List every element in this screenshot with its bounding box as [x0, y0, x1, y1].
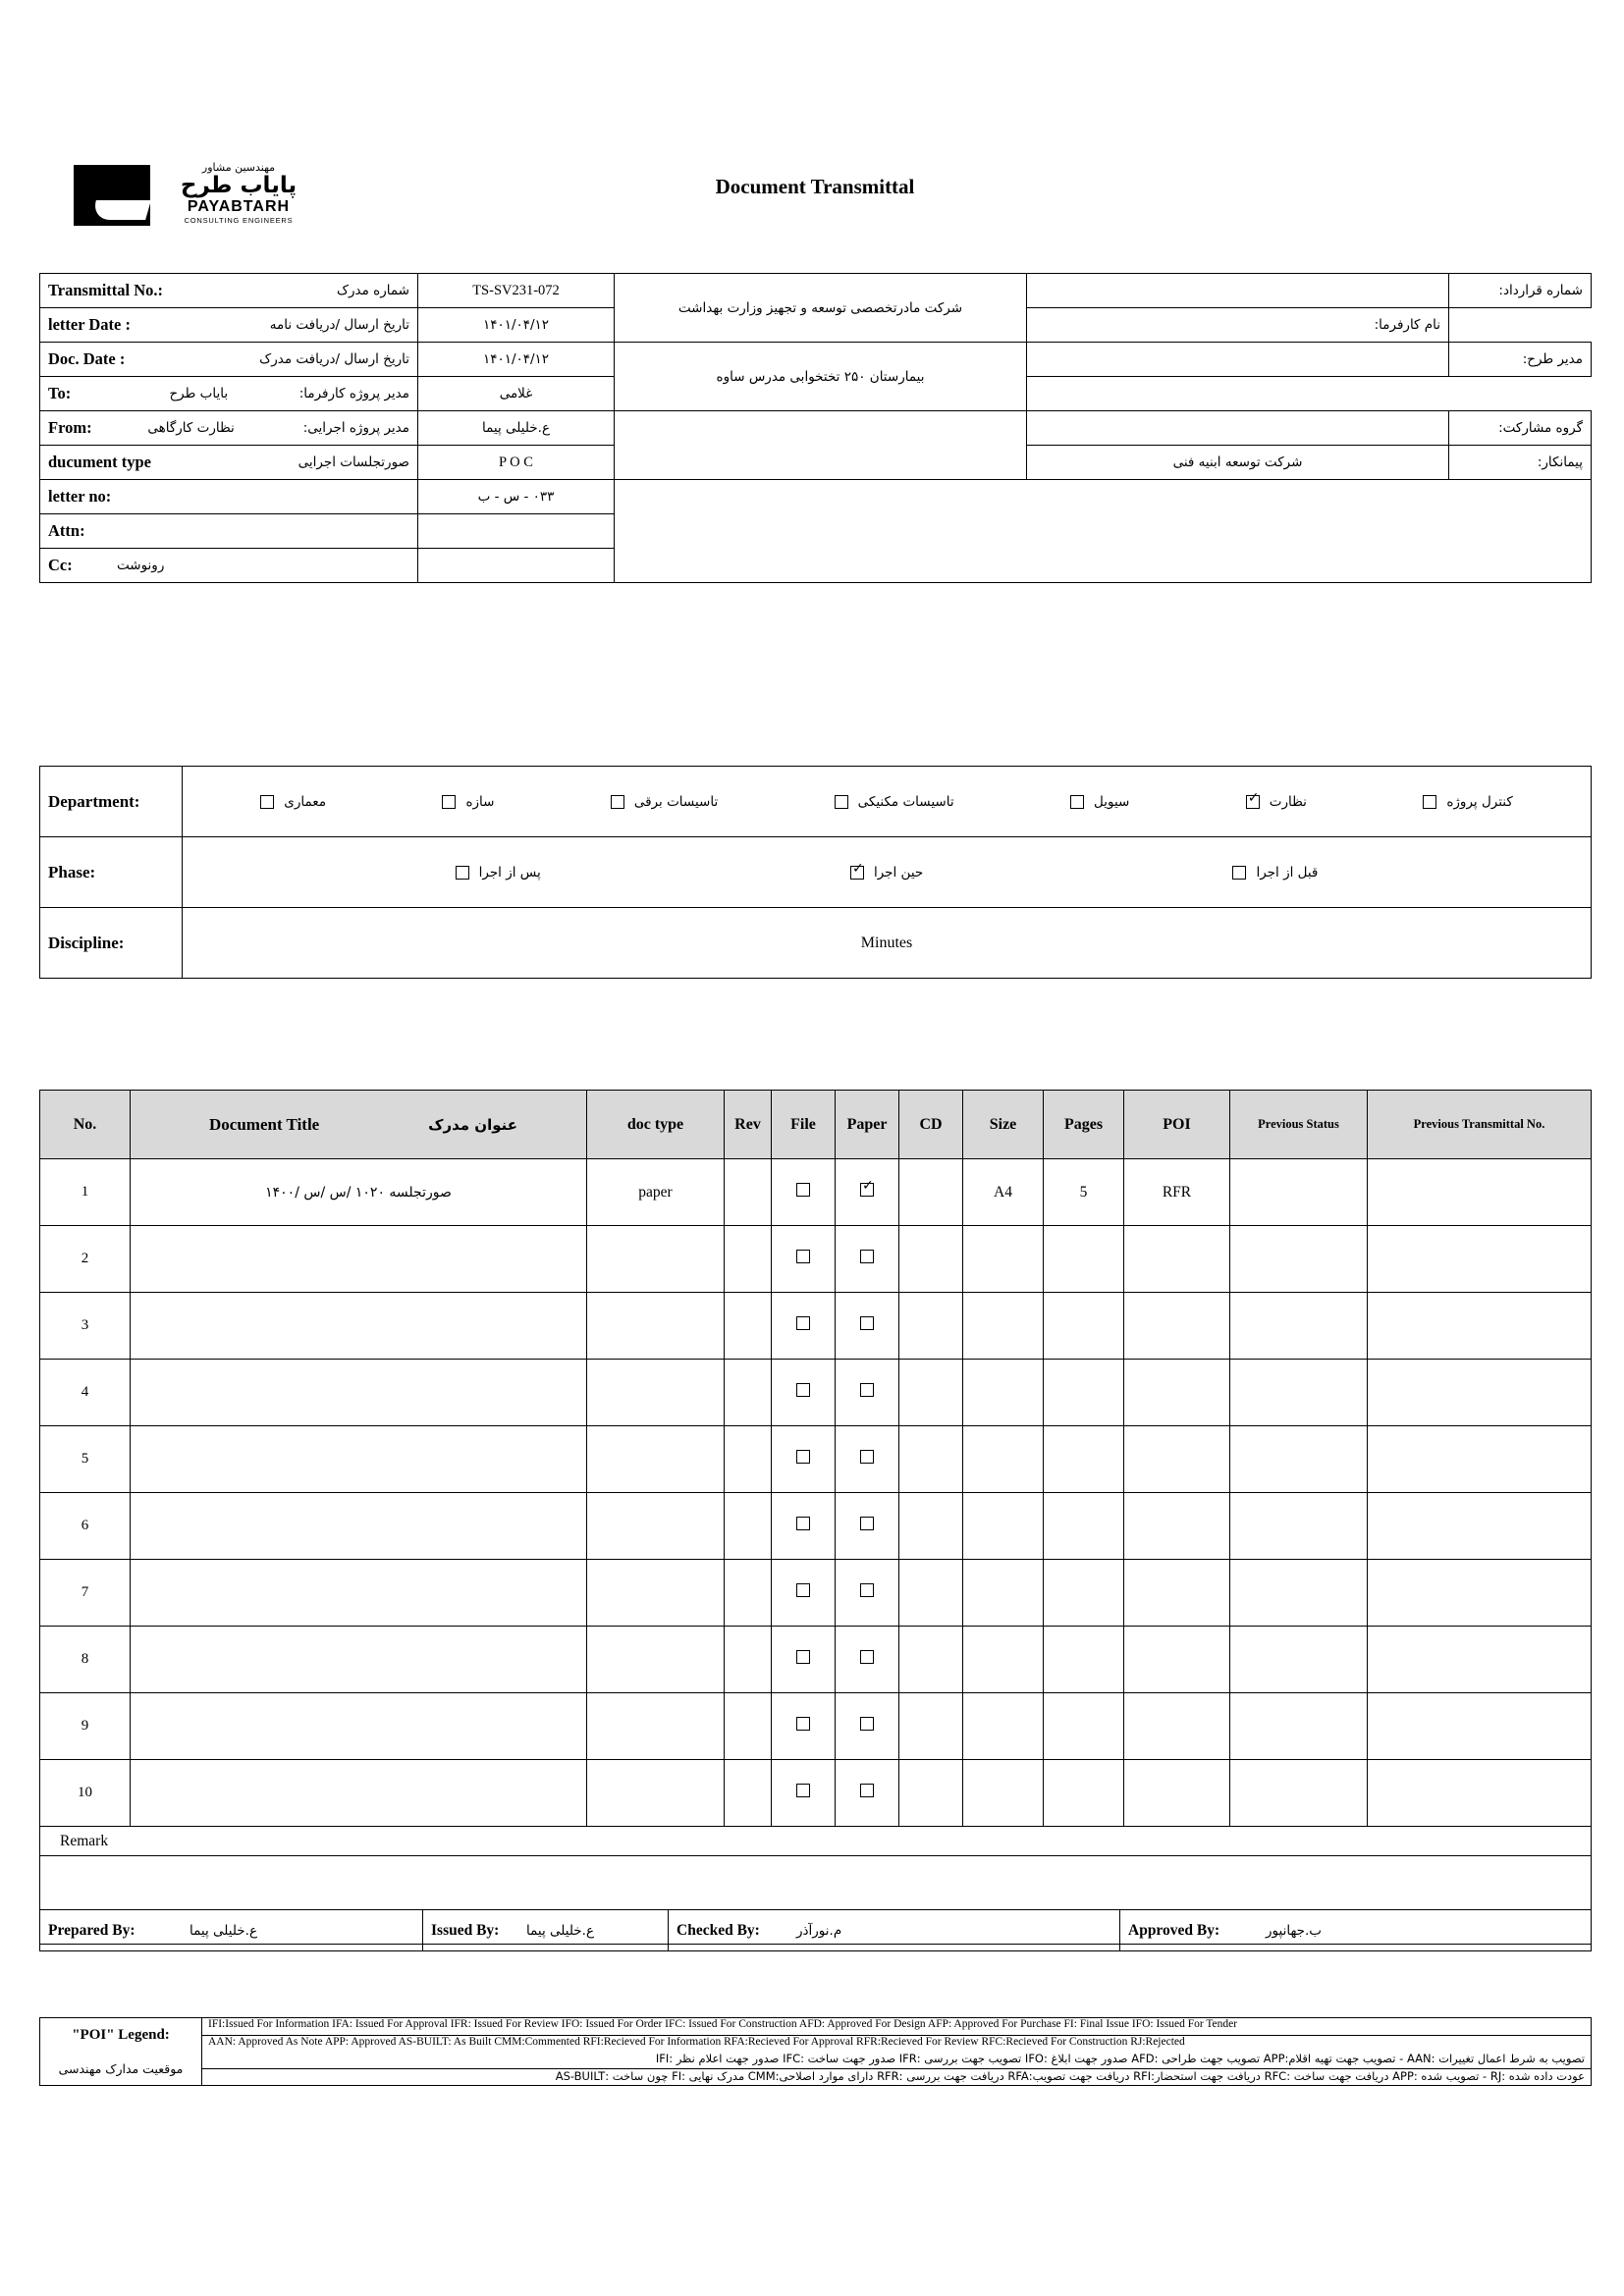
logo-line-3: PAYABTARH — [187, 198, 291, 215]
row-5-file[interactable] — [772, 1426, 836, 1493]
department-option-project-control[interactable] — [1423, 794, 1512, 810]
col-document-title-fa: عنوان مدرک — [428, 1115, 517, 1134]
department-option-supervision[interactable] — [1246, 794, 1307, 810]
document-type-label-cell — [40, 446, 418, 480]
row-1-cd[interactable] — [899, 1159, 963, 1226]
phase-option-during-label: حین اجرا — [873, 864, 924, 881]
row-1-previous-status[interactable] — [1230, 1159, 1368, 1226]
row-8-previous-transmittal-no[interactable] — [1368, 1627, 1592, 1693]
row-4-previous-status[interactable] — [1230, 1360, 1368, 1426]
department-option-civil-label: سیویل — [1094, 793, 1130, 810]
transmittal-no-label-en: Transmittal No.: — [48, 281, 164, 299]
row-7-cd[interactable] — [899, 1560, 963, 1627]
cc-value[interactable] — [418, 549, 615, 583]
row-9-cd[interactable] — [899, 1693, 963, 1760]
joint-venture-label: گروه مشارکت: — [1449, 411, 1592, 446]
cc-label-en: Cc: — [48, 556, 73, 574]
table-row[interactable] — [40, 1560, 1592, 1627]
transmittal-info-table — [39, 273, 1592, 583]
phase-option-during-checkbox[interactable] — [850, 866, 864, 880]
row-7-previous-status[interactable] — [1230, 1560, 1368, 1627]
row-9-rev[interactable] — [725, 1693, 772, 1760]
row-7-pages[interactable] — [1044, 1560, 1124, 1627]
row-6-pages[interactable] — [1044, 1493, 1124, 1560]
row-8-cd[interactable] — [899, 1627, 963, 1693]
row-10-file-checkbox[interactable] — [796, 1784, 810, 1797]
discipline-value[interactable]: Minutes — [183, 908, 1592, 979]
project-manager-value[interactable] — [1027, 343, 1449, 377]
legend-en-cell — [202, 2018, 1592, 2053]
department-option-supervision-checkbox[interactable] — [1246, 795, 1260, 809]
row-10-size[interactable] — [963, 1760, 1044, 1827]
department-option-sazeh-label: سازه — [465, 793, 495, 810]
phase-options-cell — [183, 837, 1592, 908]
contract-no-label: شماره قرارداد: — [1449, 274, 1592, 308]
approved-by-cell[interactable] — [1120, 1910, 1592, 1951]
documents-table — [39, 1090, 1592, 1945]
row-1-pages[interactable]: 5 — [1044, 1159, 1124, 1226]
row-3-cd[interactable] — [899, 1293, 963, 1360]
row-7-doc-type[interactable] — [587, 1560, 725, 1627]
info-row-from — [40, 411, 1592, 446]
row-9-previous-transmittal-no[interactable] — [1368, 1693, 1592, 1760]
row-2-previous-transmittal-no[interactable] — [1368, 1226, 1592, 1293]
department-option-memari-checkbox[interactable] — [260, 795, 274, 809]
row-9-doc-type[interactable] — [587, 1693, 725, 1760]
discipline-row — [40, 908, 1592, 979]
page-header — [39, 147, 1591, 245]
department-label: Department: — [40, 767, 183, 837]
row-9-file[interactable] — [772, 1693, 836, 1760]
info-row-transmittal-no — [40, 274, 1592, 308]
row-5-doc-type[interactable] — [587, 1426, 725, 1493]
row-5-pages[interactable] — [1044, 1426, 1124, 1493]
logo-line-2: پایاب طرح — [180, 173, 298, 198]
row-9-file-checkbox[interactable] — [796, 1717, 810, 1731]
row-5-rev[interactable] — [725, 1426, 772, 1493]
row-8-previous-status[interactable] — [1230, 1627, 1368, 1693]
row-1-file[interactable] — [772, 1159, 836, 1226]
row-10-title[interactable] — [131, 1760, 587, 1827]
signature-table — [39, 1909, 1592, 1951]
signature-row — [40, 1910, 1592, 1951]
info-row-letter-no — [40, 480, 1592, 514]
phase-option-before-checkbox[interactable] — [1232, 866, 1246, 880]
department-phase-table — [39, 766, 1592, 979]
col-pages: Pages — [1044, 1091, 1124, 1159]
row-2-poi[interactable] — [1124, 1226, 1230, 1293]
department-option-mechanical-checkbox[interactable] — [835, 795, 848, 809]
row-4-title[interactable] — [131, 1360, 587, 1426]
legend-title-fa: موقعیت مدارک مهندسی — [40, 2052, 202, 2086]
row-5-previous-transmittal-no[interactable] — [1368, 1426, 1592, 1493]
row-8-size[interactable] — [963, 1627, 1044, 1693]
row-5-no: 5 — [40, 1426, 131, 1493]
department-options-cell — [183, 767, 1592, 837]
row-3-paper-checkbox[interactable] — [860, 1316, 874, 1330]
row-1-doc-type[interactable]: paper — [587, 1159, 725, 1226]
table-row[interactable] — [40, 1627, 1592, 1693]
col-document-title-en: Document Title — [209, 1114, 320, 1134]
col-previous-transmittal-no-label: Previous Transmittal No. — [1413, 1117, 1545, 1132]
department-option-project-control-label: کنترل پروژه — [1446, 793, 1513, 810]
row-4-previous-transmittal-no[interactable] — [1368, 1360, 1592, 1426]
joint-venture-value[interactable] — [1027, 411, 1449, 446]
row-5-poi[interactable] — [1124, 1426, 1230, 1493]
row-5-title[interactable] — [131, 1426, 587, 1493]
row-1-title[interactable]: صورتجلسه ۱۰۲۰ /س /س /۱۴۰۰ — [131, 1159, 587, 1226]
contractor-value: شرکت توسعه ابنیه فنی — [1027, 446, 1449, 480]
col-doc-type: doc type — [587, 1091, 725, 1159]
letter-date-label-fa: تاریخ ارسال /دریافت نامه — [269, 317, 409, 333]
row-4-poi[interactable] — [1124, 1360, 1230, 1426]
phase-option-after-label: پس از اجرا — [478, 864, 541, 881]
department-option-mechanical-label: تاسیسات مکنیکی — [857, 793, 954, 810]
row-6-poi[interactable] — [1124, 1493, 1230, 1560]
col-previous-status-label: Previous Status — [1258, 1117, 1339, 1132]
row-7-size[interactable] — [963, 1560, 1044, 1627]
col-rev: Rev — [725, 1091, 772, 1159]
row-3-poi[interactable] — [1124, 1293, 1230, 1360]
letter-date-label-en: letter Date : — [48, 315, 131, 334]
col-previous-status — [1230, 1091, 1368, 1159]
department-option-sazeh[interactable] — [442, 794, 494, 810]
row-1-no: 1 — [40, 1159, 131, 1226]
row-6-paper-checkbox[interactable] — [860, 1517, 874, 1530]
letter-no-value[interactable]: ۰۳۳ - س - ب — [418, 480, 615, 514]
page-title: Document Transmittal — [715, 175, 915, 198]
col-poi: POI — [1124, 1091, 1230, 1159]
table-row[interactable] — [40, 1159, 1592, 1226]
contract-no-value[interactable] — [1027, 274, 1449, 308]
row-1-file-checkbox[interactable] — [796, 1183, 810, 1197]
row-6-title[interactable] — [131, 1493, 587, 1560]
phase-checkbox-row — [183, 837, 1591, 907]
row-10-pages[interactable] — [1044, 1760, 1124, 1827]
documents-header-row — [40, 1091, 1592, 1159]
department-option-project-control-checkbox[interactable] — [1423, 795, 1436, 809]
row-7-poi[interactable] — [1124, 1560, 1230, 1627]
row-10-previous-status[interactable] — [1230, 1760, 1368, 1827]
letter-date-label-cell — [40, 308, 418, 343]
phase-option-during[interactable] — [850, 865, 923, 881]
row-1-previous-transmittal-no[interactable] — [1368, 1159, 1592, 1226]
row-5-paper-checkbox[interactable] — [860, 1450, 874, 1464]
row-7-paper-checkbox[interactable] — [860, 1583, 874, 1597]
phase-label: Phase: — [40, 837, 183, 908]
row-8-no: 8 — [40, 1627, 131, 1693]
table-row[interactable] — [40, 1293, 1592, 1360]
row-3-file[interactable] — [772, 1293, 836, 1360]
row-4-size[interactable] — [963, 1360, 1044, 1426]
checked-by-cell[interactable] — [669, 1910, 1120, 1951]
row-3-size[interactable] — [963, 1293, 1044, 1360]
phase-option-before[interactable] — [1232, 865, 1318, 881]
row-2-no: 2 — [40, 1226, 131, 1293]
row-2-title[interactable] — [131, 1226, 587, 1293]
row-8-doc-type[interactable] — [587, 1627, 725, 1693]
row-5-size[interactable] — [963, 1426, 1044, 1493]
issued-by-label: Issued By: — [431, 1921, 500, 1939]
doc-date-value[interactable]: ۱۴۰۱/۰۴/۱۲ — [418, 343, 615, 377]
row-6-rev[interactable] — [725, 1493, 772, 1560]
poi-legend-table — [39, 2017, 1592, 2086]
row-6-cd[interactable] — [899, 1493, 963, 1560]
row-9-poi[interactable] — [1124, 1693, 1230, 1760]
row-4-file-checkbox[interactable] — [796, 1383, 810, 1397]
letter-no-label: letter no: — [40, 480, 418, 514]
row-6-size[interactable] — [963, 1493, 1044, 1560]
transmittal-no-value[interactable]: TS-SV231-072 — [418, 274, 615, 308]
department-option-memari[interactable] — [260, 794, 326, 810]
document-type-code[interactable]: P O C — [418, 446, 615, 480]
row-4-no: 4 — [40, 1360, 131, 1426]
row-2-pages[interactable] — [1044, 1226, 1124, 1293]
row-8-file[interactable] — [772, 1627, 836, 1693]
row-3-previous-status[interactable] — [1230, 1293, 1368, 1360]
row-6-paper[interactable] — [836, 1493, 899, 1560]
row-10-rev[interactable] — [725, 1760, 772, 1827]
legend-row-en — [40, 2018, 1592, 2053]
row-7-file-checkbox[interactable] — [796, 1583, 810, 1597]
issued-by-cell[interactable] — [423, 1910, 669, 1951]
row-3-previous-transmittal-no[interactable] — [1368, 1293, 1592, 1360]
phase-option-before-label: قبل از اجرا — [1256, 864, 1319, 881]
row-4-paper-checkbox[interactable] — [860, 1383, 874, 1397]
phase-row — [40, 837, 1592, 908]
attn-value[interactable] — [418, 514, 615, 549]
row-3-pages[interactable] — [1044, 1293, 1124, 1360]
from-role-label-fa: مدیر پروژه اجرایی: — [302, 420, 409, 436]
project-owner-value-cell: شرکت مادرتخصصی توسعه و تجهیز وزارت بهداشت — [615, 274, 1027, 343]
row-10-previous-transmittal-no[interactable] — [1368, 1760, 1592, 1827]
row-3-paper[interactable] — [836, 1293, 899, 1360]
row-8-rev[interactable] — [725, 1627, 772, 1693]
col-cd: CD — [899, 1091, 963, 1159]
legend-row-fa — [40, 2052, 1592, 2086]
discipline-label: Discipline: — [40, 908, 183, 979]
row-9-pages[interactable] — [1044, 1693, 1124, 1760]
row-5-paper[interactable] — [836, 1426, 899, 1493]
row-9-paper[interactable] — [836, 1693, 899, 1760]
legend-title-en: "POI" Legend: — [40, 2018, 202, 2053]
row-1-paper[interactable] — [836, 1159, 899, 1226]
row-10-cd[interactable] — [899, 1760, 963, 1827]
row-10-paper-checkbox[interactable] — [860, 1784, 874, 1797]
row-10-no: 10 — [40, 1760, 131, 1827]
row-4-pages[interactable] — [1044, 1360, 1124, 1426]
legend-line-fa-1: تصویب به شرط اعمال تغییرات :AAN - تصویب جهت تهیه اقلام:APP تصویب جهت طراحی :AFD صدور جهت ابلاغ :IFO تصویب جهت بررسی :IFR صدور جهت ساخت :IFC صدور جهت اعلام نظر :IFI — [655, 2052, 1585, 2065]
to-person-value[interactable]: غلامی — [418, 377, 615, 411]
doc-date-label-fa: تاریخ ارسال /دریافت مدرک — [259, 351, 409, 367]
department-option-sazeh-checkbox[interactable] — [442, 795, 456, 809]
col-size: Size — [963, 1091, 1044, 1159]
row-2-paper[interactable] — [836, 1226, 899, 1293]
table-row[interactable] — [40, 1360, 1592, 1426]
row-5-file-checkbox[interactable] — [796, 1450, 810, 1464]
row-3-title[interactable] — [131, 1293, 587, 1360]
row-5-previous-status[interactable] — [1230, 1426, 1368, 1493]
legend-line-fa-2: عودت داده شده :RJ - تصویب شده :APP دریافت جهت ساخت :RFC دریافت جهت استحضار:RFI دریافت جهت تصویب:RFA دریافت جهت بررسی :RFR دارای موارد اصلاحی:CMM مدرک نهایی :FI چون ساخت :AS-BUILT — [202, 2068, 1591, 2085]
department-option-supervision-label: نظارت — [1269, 793, 1307, 810]
row-7-no: 7 — [40, 1560, 131, 1627]
row-4-cd[interactable] — [899, 1360, 963, 1426]
department-checkbox-row — [183, 767, 1591, 836]
row-4-doc-type[interactable] — [587, 1360, 725, 1426]
col-no: No. — [40, 1091, 131, 1159]
row-4-rev[interactable] — [725, 1360, 772, 1426]
row-10-paper[interactable] — [836, 1760, 899, 1827]
letter-date-value[interactable]: ۱۴۰۱/۰۴/۱۲ — [418, 308, 615, 343]
col-paper: Paper — [836, 1091, 899, 1159]
employer-name-label: نام کارفرما: — [1027, 308, 1449, 343]
row-9-previous-status[interactable] — [1230, 1693, 1368, 1760]
from-label-en: From: — [48, 418, 92, 437]
document-type-label-en: ducument type — [48, 453, 151, 471]
approved-by-value[interactable]: ب.جهانپور — [1266, 1922, 1323, 1939]
cc-label-fa: رونوشت — [117, 558, 165, 573]
transmittal-no-label-cell — [40, 274, 418, 308]
contractor-label: پیمانکار: — [1449, 446, 1592, 480]
row-3-doc-type[interactable] — [587, 1293, 725, 1360]
row-9-no: 9 — [40, 1693, 131, 1760]
row-2-file[interactable] — [772, 1226, 836, 1293]
row-7-file[interactable] — [772, 1560, 836, 1627]
row-5-cd[interactable] — [899, 1426, 963, 1493]
from-label-cell — [40, 411, 418, 446]
logo-line-1: مهندسین مشاور — [201, 161, 276, 174]
prepared-by-label: Prepared By: — [48, 1921, 135, 1939]
row-3-file-checkbox[interactable] — [796, 1316, 810, 1330]
row-9-title[interactable] — [131, 1693, 587, 1760]
row-6-previous-status[interactable] — [1230, 1493, 1368, 1560]
table-row[interactable] — [40, 1760, 1592, 1827]
row-2-previous-status[interactable] — [1230, 1226, 1368, 1293]
table-row[interactable] — [40, 1426, 1592, 1493]
row-8-title[interactable] — [131, 1627, 587, 1693]
row-1-rev[interactable] — [725, 1159, 772, 1226]
project-name-value: بیمارستان ۲۵۰ تختخوابی مدرس ساوه — [615, 343, 1027, 411]
row-9-paper-checkbox[interactable] — [860, 1717, 874, 1731]
from-org-fa: نظارت کارگاهی — [147, 420, 235, 436]
row-7-rev[interactable] — [725, 1560, 772, 1627]
document-type-value-fa: صورتجلسات اجرایی — [298, 454, 409, 470]
row-8-paper[interactable] — [836, 1627, 899, 1693]
spacer-cell — [615, 411, 1027, 480]
doc-date-label-cell — [40, 343, 418, 377]
row-2-cd[interactable] — [899, 1226, 963, 1293]
col-document-title — [131, 1091, 587, 1159]
doc-date-label-en: Doc. Date : — [48, 349, 126, 368]
table-row[interactable] — [40, 1226, 1592, 1293]
department-option-memari-label: معماری — [284, 793, 327, 810]
prepared-by-cell[interactable] — [40, 1910, 423, 1951]
row-2-doc-type[interactable] — [587, 1226, 725, 1293]
checked-by-label: Checked By: — [677, 1921, 760, 1939]
department-option-civil-checkbox[interactable] — [1070, 795, 1084, 809]
from-person-value[interactable]: ع.خلیلی پیما — [418, 411, 615, 446]
checked-by-value[interactable]: م.نورآذر — [796, 1922, 842, 1939]
transmittal-no-label-fa: شماره مدرک — [336, 283, 409, 298]
department-option-electrical[interactable] — [611, 794, 718, 810]
col-previous-transmittal-no — [1368, 1091, 1592, 1159]
legend-fa-cell — [202, 2052, 1592, 2086]
row-6-doc-type[interactable] — [587, 1493, 725, 1560]
department-option-civil[interactable] — [1070, 794, 1129, 810]
to-role-label-fa: مدیر پروژه کارفرما: — [298, 386, 409, 401]
row-8-poi[interactable] — [1124, 1627, 1230, 1693]
row-7-paper[interactable] — [836, 1560, 899, 1627]
row-7-title[interactable] — [131, 1560, 587, 1627]
phase-option-after[interactable] — [456, 865, 541, 881]
table-row[interactable] — [40, 1493, 1592, 1560]
remark-label: Remark — [40, 1827, 1592, 1856]
row-4-paper[interactable] — [836, 1360, 899, 1426]
row-3-no: 3 — [40, 1293, 131, 1360]
row-6-file[interactable] — [772, 1493, 836, 1560]
col-file: File — [772, 1091, 836, 1159]
row-2-paper-checkbox[interactable] — [860, 1250, 874, 1263]
row-4-file[interactable] — [772, 1360, 836, 1426]
department-row — [40, 767, 1592, 837]
info-row-doc-date — [40, 343, 1592, 377]
approved-by-label: Approved By: — [1128, 1921, 1220, 1939]
row-2-rev[interactable] — [725, 1226, 772, 1293]
row-1-paper-checkbox[interactable] — [860, 1183, 874, 1197]
department-option-mechanical[interactable] — [835, 794, 954, 810]
row-10-poi[interactable] — [1124, 1760, 1230, 1827]
logo-line-4: CONSULTING ENGINEERS — [184, 216, 294, 225]
row-9-size[interactable] — [963, 1693, 1044, 1760]
row-8-paper-checkbox[interactable] — [860, 1650, 874, 1664]
row-1-size[interactable]: A4 — [963, 1159, 1044, 1226]
table-row[interactable] — [40, 1693, 1592, 1760]
row-6-previous-transmittal-no[interactable] — [1368, 1493, 1592, 1560]
to-label-en: To: — [48, 384, 72, 402]
cc-label-cell — [40, 549, 418, 583]
row-7-previous-transmittal-no[interactable] — [1368, 1560, 1592, 1627]
remark-label-row — [40, 1827, 1592, 1856]
department-option-electrical-label: تاسیسات برقی — [633, 793, 719, 810]
department-option-electrical-checkbox[interactable] — [611, 795, 624, 809]
row-1-poi[interactable]: RFR — [1124, 1159, 1230, 1226]
row-8-pages[interactable] — [1044, 1627, 1124, 1693]
info-blank-right — [615, 480, 1592, 583]
to-org-fa: بایاب طرح — [169, 386, 229, 401]
row-6-file-checkbox[interactable] — [796, 1517, 810, 1530]
row-6-no: 6 — [40, 1493, 131, 1560]
legend-line-en-2: AAN: Approved As Note APP: Approved AS-BUILT: As Built CMM:Commented RFI:Recieved For Information RFA:Recieved For Approval RFR:Recieved For Review RFC:Recieved For Construction RJ:Rejected — [202, 2035, 1591, 2052]
row-10-file[interactable] — [772, 1760, 836, 1827]
row-2-file-checkbox[interactable] — [796, 1250, 810, 1263]
row-10-doc-type[interactable] — [587, 1760, 725, 1827]
legend-line-en-1: IFI:Issued For Information IFA: Issued For Approval IFR: Issued For Review IFO: Issued For Order IFC: Issued For Construction AFD: Approved For Design AFP: Approved For Purchase FI: Final Issue IFO: Issued For Tender — [208, 2018, 1238, 2030]
to-label-cell — [40, 377, 418, 411]
issued-by-value[interactable]: ع.خلیلی پیما — [526, 1922, 594, 1939]
row-8-file-checkbox[interactable] — [796, 1650, 810, 1664]
phase-option-after-checkbox[interactable] — [456, 866, 469, 880]
prepared-by-value[interactable]: ع.خلیلی پیما — [189, 1922, 257, 1939]
project-manager-label: مدیر طرح: — [1449, 343, 1592, 377]
row-2-size[interactable] — [963, 1226, 1044, 1293]
row-3-rev[interactable] — [725, 1293, 772, 1360]
attn-label: Attn: — [40, 514, 418, 549]
